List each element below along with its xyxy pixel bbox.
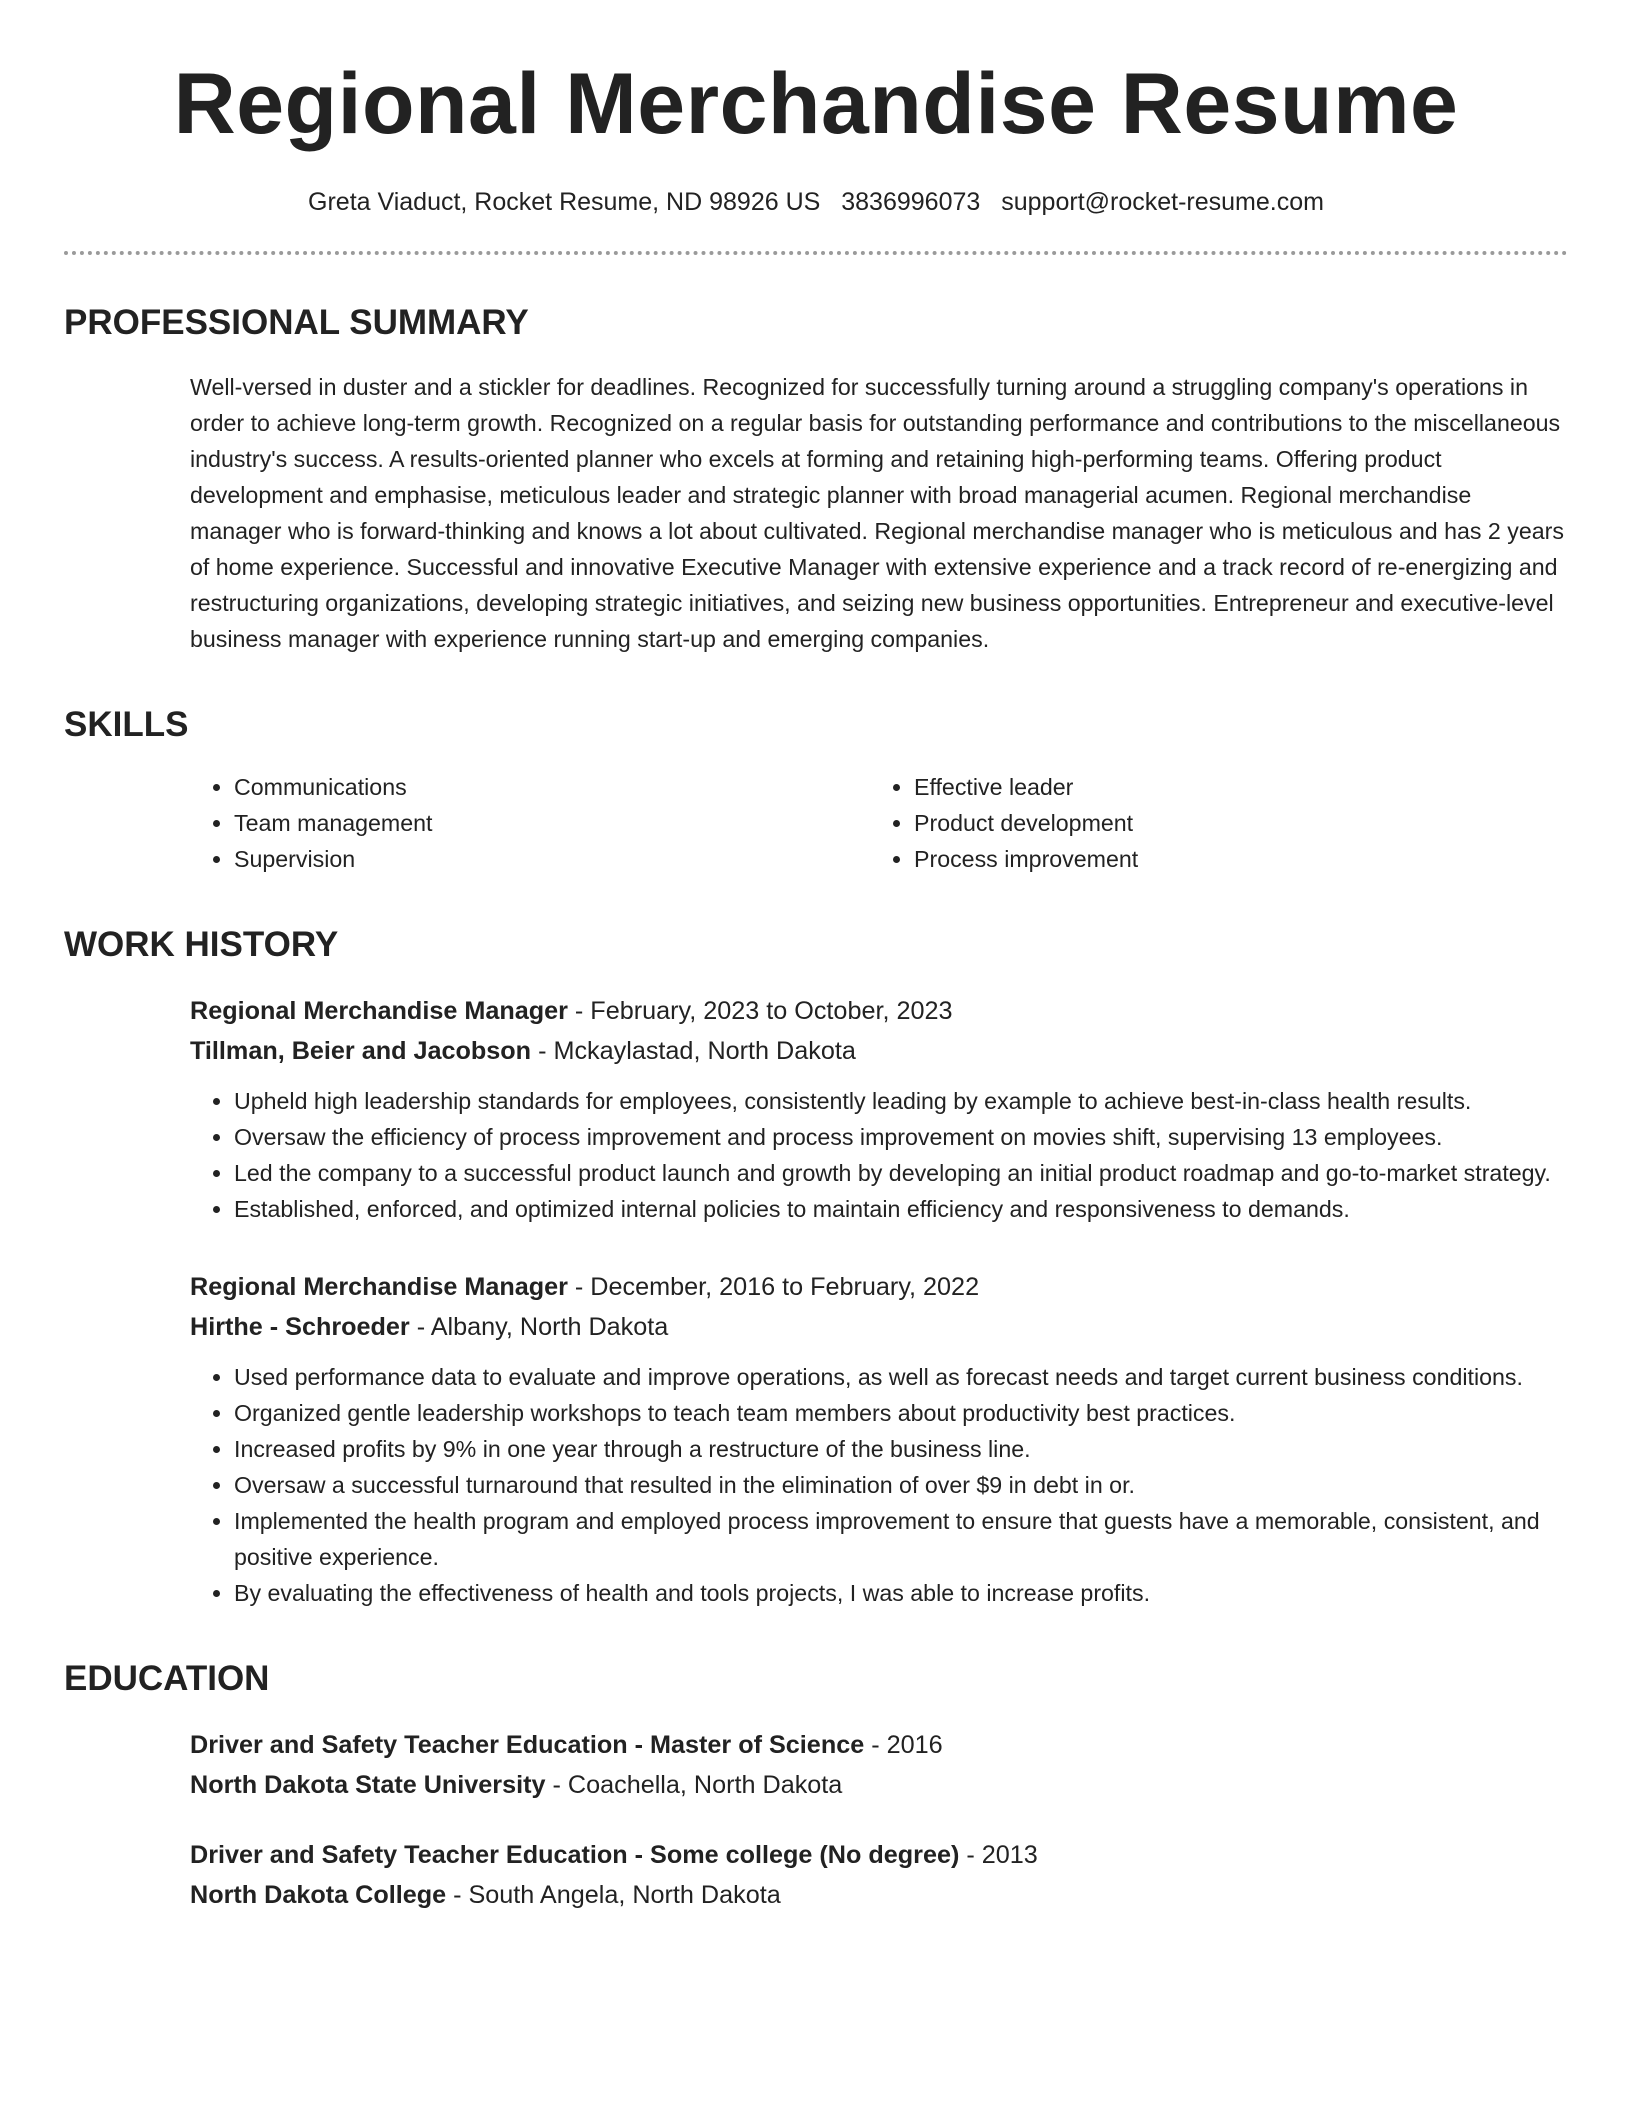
job-bullet: • Organized gentle leadership workshops to teach team members about productivity best practices.: [234, 1395, 1568, 1431]
education-degree: Driver and Safety Teacher Education - Some college (No degree): [190, 1841, 960, 1869]
resume-title: Regional Merchandise Resume: [173, 56, 1459, 152]
job-bullet: • Led the company to a successful product launch and growth by developing an initial product roadmap and go-to-market strategy.: [234, 1155, 1568, 1191]
header-divider: [64, 251, 1568, 255]
job-title-line: [190, 991, 1568, 1031]
education-entry: [190, 1835, 1568, 1915]
summary-heading: PROFESSIONAL SUMMARY: [64, 303, 529, 342]
job-title-line: [190, 1267, 1568, 1307]
job-title: Regional Merchandise Manager: [190, 1273, 568, 1301]
job-bullet: • Used performance data to evaluate and improve operations, as well as forecast needs and target current business conditions.: [234, 1359, 1568, 1395]
education-year: - 2013: [959, 1841, 1038, 1869]
contact-email: support@rocket-resume.com: [1001, 188, 1324, 216]
skills-column-right: [870, 769, 1550, 877]
education-section: [64, 1659, 1568, 1915]
job-dates: - February, 2023 to October, 2023: [567, 997, 953, 1025]
education-year: - 2016: [864, 1731, 943, 1759]
job-bullet: • Increased profits by 9% in one year through a restructure of the business line.: [234, 1431, 1568, 1467]
education-school: North Dakota College: [190, 1881, 447, 1909]
skills-heading: SKILLS: [64, 705, 189, 744]
skills-section: [64, 705, 1568, 877]
job-bullet: • Oversaw a successful turnaround that resulted in the elimination of over $9 in debt in or.: [234, 1467, 1568, 1503]
job-entry: [190, 991, 1568, 1227]
contact-line: [64, 186, 1568, 218]
skill-item: • Process improvement: [914, 841, 1550, 877]
work-history-heading: WORK HISTORY: [64, 925, 339, 964]
education-degree: Driver and Safety Teacher Education - Master of Science: [190, 1731, 865, 1759]
education-location: - South Angela, North Dakota: [446, 1881, 781, 1909]
job-company-line: [190, 1031, 1568, 1071]
job-company: Tillman, Beier and Jacobson: [190, 1037, 532, 1065]
skill-item: • Communications: [234, 769, 870, 805]
job-location: - Mckaylastad, North Dakota: [531, 1037, 856, 1065]
work-history-section: [64, 925, 1568, 1611]
education-location: - Coachella, North Dakota: [545, 1771, 843, 1799]
education-entry: [190, 1725, 1568, 1805]
job-bullet: • By evaluating the effectiveness of health and tools projects, I was able to increase profits.: [234, 1575, 1568, 1611]
job-company-line: [190, 1307, 1568, 1347]
job-title: Regional Merchandise Manager: [190, 997, 568, 1025]
skill-item: • Team management: [234, 805, 870, 841]
education-school-line: [190, 1765, 1568, 1805]
education-school: North Dakota State University: [190, 1771, 546, 1799]
skill-item: • Product development: [914, 805, 1550, 841]
job-bullets: [190, 1359, 1568, 1611]
education-school-line: [190, 1875, 1568, 1915]
skill-item: • Supervision: [234, 841, 870, 877]
job-company: Hirthe - Schroeder: [190, 1313, 410, 1341]
education-degree-line: [190, 1725, 1568, 1765]
education-degree-line: [190, 1835, 1568, 1875]
skills-column-left: [190, 769, 870, 877]
education-heading: EDUCATION: [64, 1659, 270, 1698]
job-location: - Albany, North Dakota: [409, 1313, 669, 1341]
summary-text: Well-versed in duster and a stickler for deadlines. Recognized for successfully turning around a struggling company's operations in order to achieve long-term growth. Recognized on a regular basis for outstanding performance and contributions to the miscellaneous industry's success. A results-oriented planner who excels at forming and retaining high-performing teams. Offering product development and emphasise, meticulous leader and strategic planner with broad managerial acumen. Regional merchandise manager who is forward-thinking and knows a lot about cultivated. Regional merchandise manager who is meticulous and has 2 years of home experience. Successful and innovative Executive Manager with extensive experience and a track record of re-energizing and restructuring organizations, developing strategic initiatives, and seizing new business opportunities. Entrepreneur and executive-level business manager with experience running start-up and emerging companies.: [190, 374, 1564, 652]
job-bullet: • Upheld high leadership standards for employees, consistently leading by example to achieve best-in-class health results.: [234, 1083, 1568, 1119]
job-bullet: • Oversaw the efficiency of process improvement and process improvement on movies shift, supervising 13 employees.: [234, 1119, 1568, 1155]
job-dates: - December, 2016 to February, 2022: [567, 1273, 980, 1301]
resume-page: [64, 0, 1568, 1915]
job-bullets: [190, 1083, 1568, 1227]
contact-phone: 3836996073: [841, 188, 981, 216]
skill-item: • Effective leader: [914, 769, 1550, 805]
job-bullet: • Implemented the health program and employed process improvement to ensure that guests have a memorable, consistent, and positive experience.: [234, 1503, 1568, 1575]
job-entry: [190, 1267, 1568, 1611]
skills-list: [190, 769, 1568, 877]
summary-section: [64, 303, 1568, 657]
job-bullet: • Established, enforced, and optimized internal policies to maintain efficiency and responsiveness to demands.: [234, 1191, 1568, 1227]
contact-address: Greta Viaduct, Rocket Resume, ND 98926 US: [308, 188, 821, 216]
